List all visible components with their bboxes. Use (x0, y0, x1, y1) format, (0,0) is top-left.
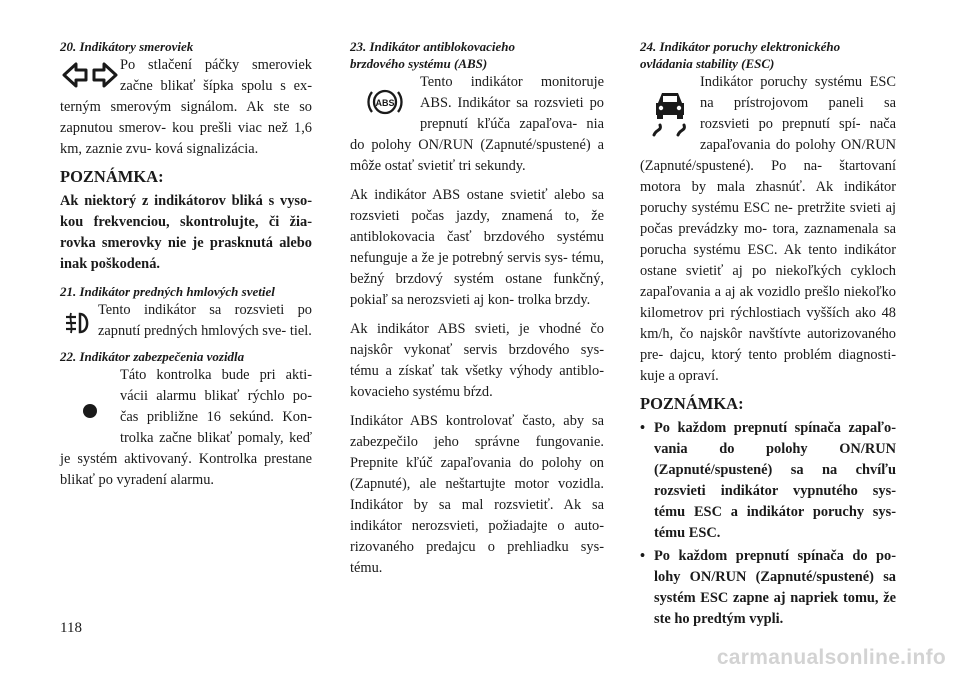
section-turn-signal (60, 38, 312, 160)
section-text: Po stlačení páčky smeroviek začne blikať šípka spolu s ex- terným smerovým signálom. Ak ste so zapnutou smerov- kou prešli viac než 1,6 km, zaznie zvu- ková signalizácia. (60, 57, 312, 157)
abs-paragraph-2: Ak indikátor ABS ostane svietiť alebo sa rozsvieti počas jazdy, znamená to, že antiblokovacia časť brzdového systému nefunguje a že je potrebný servis sys- tému, bežný brzdový systém ostane funkčný, pokiaľ sa nerozsvieti aj kon- trolka brzdy. (350, 187, 604, 308)
list-item: • Po každom prepnutí spínača zapaľo- vania do polohy ON/RUN (Zapnuté/spustené) sa na chvíľu rozsvieti indikátor vypnutého sys- tému ESC a indikátor poruchy sys- tému ESC. (640, 420, 896, 541)
section-title: 21. Indikátor predných hmlových svetiel (60, 284, 275, 299)
section-title-line1: 24. Indikátor poruchy elektronického (640, 39, 841, 54)
list-item: • Po každom prepnutí spínača do po- lohy ON/RUN (Zapnuté/spustené) sa systém ESC zapne aj napriek tomu, že ste ho predtým vypli. (640, 548, 896, 627)
page-number: 118 (60, 620, 82, 636)
section-text: Tento indikátor monitoruje ABS. Indikátor sa rozsvieti po prepnutí kľúča zapaľova- nia do polohy ON/RUN (Zapnuté/spustené) a môže ostať svietiť tri sekundy. (350, 74, 604, 174)
esc-malfunction-icon (640, 78, 700, 148)
section-text: Táto kontrolka bude pri akti- vácii alarmu blikať rýchlo po- čas približne 16 sekúnd. Kon- trolka začne blikať pomaly, keď je systém aktivovaný. Kontrolka prestane blikať po vyradení alarmu. (60, 367, 312, 488)
abs-icon (350, 80, 420, 124)
note-heading: POZNÁMKA: (60, 167, 164, 186)
watermark: carmanualsonline.info (716, 646, 946, 669)
section-title-line1: 23. Indikátor antiblokovacieho (350, 39, 516, 54)
column-left (60, 38, 312, 491)
note-bullet-list (640, 418, 896, 630)
section-front-fog (60, 283, 312, 342)
section-abs (350, 38, 604, 177)
section-text: Indikátor poruchy systému ESC na prístrojovom paneli sa rozsvieti po prepnutí spí- nača zapaľovania do polohy ON/RUN (Zapnuté/spustené). Po na- štartovaní motora by mala zhasnúť. Ak indikátor poruchy systému ESC ne- pretržite svieti aj počas prevádzky mo- tora, zaznamenala sa porucha systému ESC. Ak tento indikátor ostane svietiť aj po niekoľkých cykloch zapaľovania a aj ak vozidlo prešlo niekoľko kilometrov pri rýchlostiach vyšších ako 48 km/h, čo najskôr navštívte autorizovaného pre- dajcu, ktorý tento problém diagnosti- kuje a opraví. (640, 74, 896, 384)
security-light-icon (60, 381, 120, 441)
note-text: Ak niektorý z indikátorov bliká s vyso- kou frekvenciou, skontrolujte, či žia- rovka smerovky nie je prasknutá alebo inak poškodená. (60, 193, 312, 272)
section-esc (640, 38, 896, 387)
section-title-line2: ovládania stability (ESC) (640, 56, 775, 71)
column-right (640, 38, 896, 632)
column-middle (350, 38, 604, 579)
turn-signal-arrows-icon (60, 55, 120, 95)
front-fog-light-icon (60, 306, 98, 340)
section-text: Tento indikátor sa rozsvieti po zapnutí predných hmlových sve- tiel. (98, 302, 312, 339)
section-vehicle-security (60, 348, 312, 491)
abs-icon-label: ABS (375, 98, 395, 108)
section-title-line2: brzdového systému (ABS) (350, 56, 488, 71)
abs-paragraph-4: Indikátor ABS kontrolovať často, aby sa zabezpečilo jeho správne fungovanie. Prepnite kľúč zapaľovania do polohy on (Zapnuté), ale neštartujte motor vozidla. Indikátor by sa mal rozsvietiť. Ak sa indikátor nerozsvieti, požiadajte o auto- rizovaného predajcu o prehliadku sys- tému. (350, 413, 604, 576)
note-heading: POZNÁMKA: (640, 394, 744, 413)
note-block (60, 166, 312, 275)
note-block (640, 393, 896, 630)
abs-paragraph-3: Ak indikátor ABS svieti, je vhodné čo najskôr vykonať servis brzdového sys- tému a získať tak všetky výhody antiblo- kovacieho systému bŕzd. (350, 321, 604, 400)
section-title: 20. Indikátory smeroviek (60, 39, 194, 54)
section-title: 22. Indikátor zabezpečenia vozidla (60, 349, 245, 364)
